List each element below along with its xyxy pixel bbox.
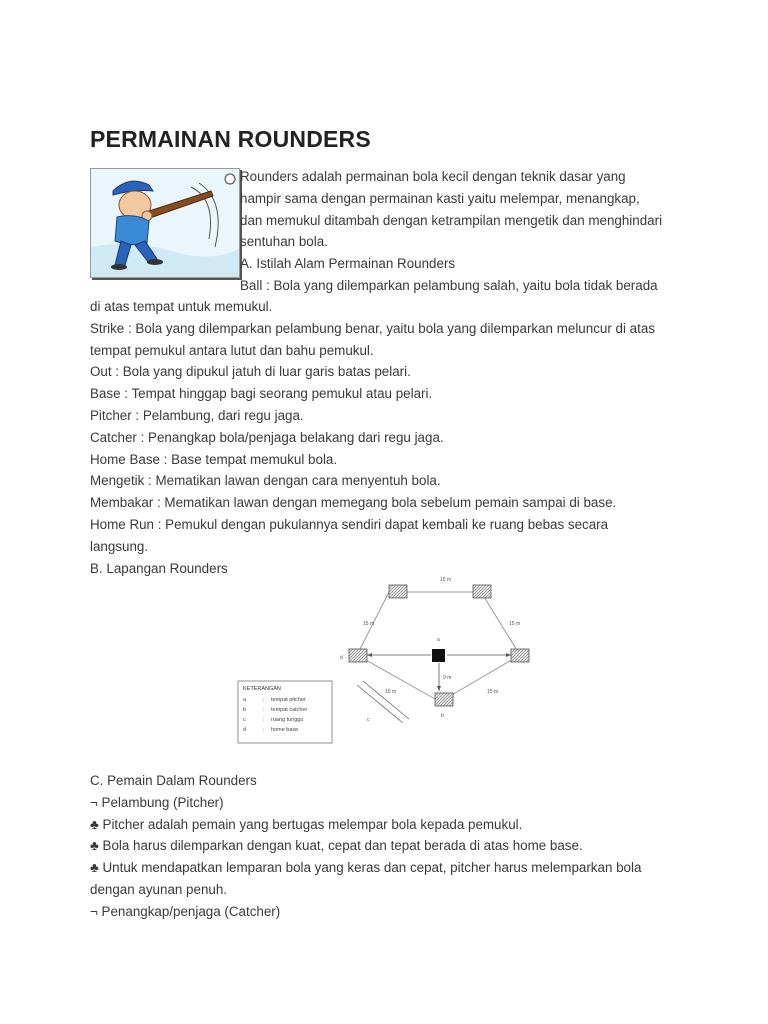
text-line: hampir sama dengan permainan kasti yaitu melempar, menangkap, [240,190,640,206]
text-line: dengan ayunan penuh. [90,881,228,897]
dist-right: 15 m [509,621,521,627]
label-a: a [437,637,440,643]
legend-title: KETERANGAN [243,686,281,692]
text-line: langsung. [90,538,149,554]
page-title: PERMAINAN ROUNDERS [90,126,371,152]
svg-text:home base: home base [271,727,299,733]
field-diagram-svg [235,575,535,745]
svg-text::: : [263,727,265,733]
batter-cartoon-icon [91,169,239,277]
text-line: Ball : Bola yang dilemparkan pelambung salah, yaitu bola tidak berada [240,277,658,293]
dist-left: 15 m [363,621,375,627]
text-line: Pitcher : Pelambung, dari regu jaga. [90,407,304,423]
text-line: sentuhan bola. [240,234,328,250]
svg-text::: : [263,707,265,713]
text-line: ♣ Pitcher adalah pemain yang bertugas melempar bola kepada pemukul. [90,816,523,832]
svg-text:c: c [243,717,246,723]
svg-text:d: d [243,727,247,733]
text-line: dan memukul ditambah dengan ketrampilan mengetik dan menghindari [240,212,663,228]
svg-text::: : [263,697,265,703]
text-line: ¬ Pelambung (Pitcher) [90,794,224,810]
text-line: Catcher : Penangkap bola/penjaga belakang dari regu jaga. [90,429,444,445]
label-d: d [340,655,343,661]
text-line: Strike : Bola yang dilemparkan pelambung benar, yaitu bola yang dilemparkan meluncur di atas [90,320,655,336]
text-line: ♣ Bola harus dilemparkan dengan kuat, cepat dan tepat berada di atas home base. [90,838,583,854]
rounders-field-diagram [235,575,535,745]
svg-text:a: a [243,697,247,703]
section-heading-b: B. Lapangan Rounders [90,560,228,576]
svg-text:b: b [243,707,247,713]
text-line: Membakar : Mematikan lawan dengan memegang bola sebelum pemain sampai di base. [90,495,617,511]
label-b: b [441,713,444,719]
batter-illustration [90,168,240,278]
text-line: Home Run : Pemukul dengan pukulannya sendiri dapat kembali ke ruang bebas secara [90,516,609,532]
text-line: di atas tempat untuk memukul. [90,299,273,314]
text-line: Rounders adalah permainan bola kecil dengan teknik dasar yang [240,169,626,184]
svg-text:tempat pitcher: tempat pitcher [271,697,306,703]
text-line: Mengetik : Mematikan lawan dengan cara menyentuh bola. [90,473,441,489]
section-heading-c: C. Pemain Dalam Rounders [90,773,257,788]
text-line: Base : Tempat hinggap bagi seorang pemukul atau pelari. [90,386,433,402]
svg-text:ruang tunggu: ruang tunggu [271,717,304,723]
label-c: c [367,717,370,723]
terms-list [90,296,690,579]
intro-paragraph [240,166,690,297]
svg-text::: : [263,717,265,723]
players-section [90,770,690,923]
section-heading-a: A. Istilah Alam Permainan Rounders [240,256,456,272]
text-line: ¬ Penangkap/penjaga (Catcher) [90,903,281,919]
dist-lower-left: 15 m [385,689,397,695]
text-line: tempat pemukul antara lutut dan bahu pemukul. [90,342,374,358]
dist-top: 15 m [440,577,452,583]
dist-lower-right: 15 m [487,689,499,695]
dist-center: 9 m [443,675,452,681]
text-line: Home Base : Base tempat memukul bola. [90,451,338,467]
text-line: Out : Bola yang dipukul jatuh di luar garis batas pelari. [90,364,411,380]
svg-text:tempat catcher: tempat catcher [271,707,308,713]
text-line: ♣ Untuk mendapatkan lemparan bola yang keras dan cepat, pitcher harus melemparkan bola [90,860,642,876]
